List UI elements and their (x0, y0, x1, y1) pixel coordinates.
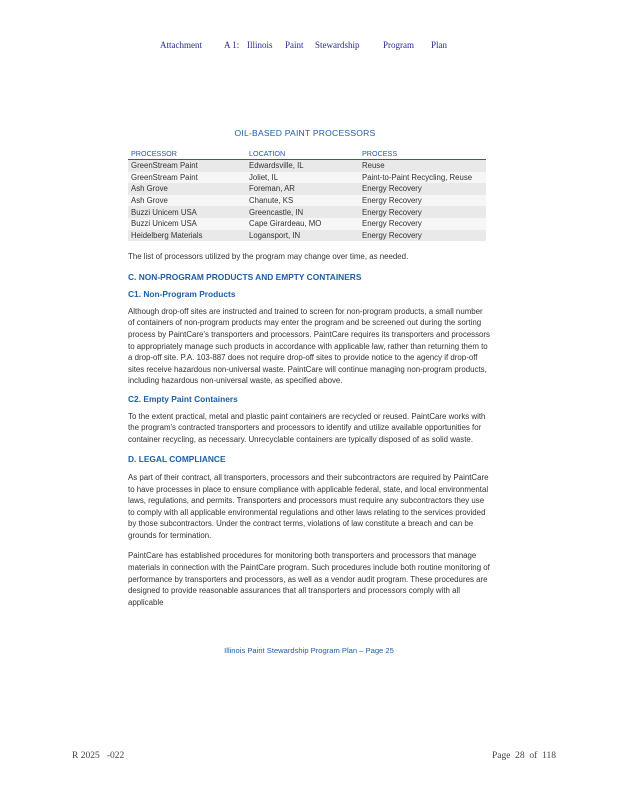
attachment-word: Program (383, 40, 414, 50)
document-body (128, 251, 490, 617)
attachment-number: A 1: (224, 40, 240, 50)
cell-process: Energy Recovery (359, 183, 486, 195)
section-c2-paragraph: To the extent practical, metal and plastic paint containers are recycled or reused. PaintCare works with the program's contracted transporters and processors to identify and utilize available opportunities for container recycling, as necessary. Unrecyclable containers are typically disposed of as solid waste. (128, 411, 486, 444)
cell-process: Energy Recovery (359, 195, 486, 207)
section-c2-heading: C2. Empty Paint Containers (128, 393, 238, 404)
cell-location: Logansport, IN (246, 230, 359, 242)
cell-processor: Buzzi Unicem USA (128, 206, 246, 218)
cell-location: Joliet, IL (246, 172, 359, 184)
attachment-word: Plan (431, 40, 448, 50)
table-note: The list of processors utilized by the program may change over time, as needed. (128, 252, 409, 261)
processors-table (128, 148, 486, 241)
table-title: OIL-BASED PAINT PROCESSORS (234, 128, 376, 138)
cell-process: Energy Recovery (359, 230, 486, 242)
column-header-location: LOCATION (246, 148, 359, 160)
cell-process: Reuse (359, 160, 486, 172)
attachment-word: Illinois (247, 40, 273, 50)
cell-location: Edwardsville, IL (246, 160, 359, 172)
table-row (128, 230, 486, 242)
table-row (128, 206, 486, 218)
table-row (128, 183, 486, 195)
page-number: Page 28 of 118 (491, 751, 556, 761)
cell-processor: Heidelberg Materials (128, 230, 246, 242)
page-footer: Illinois Paint Stewardship Program Plan – Page 25 (224, 646, 394, 655)
cell-location: Foreman, AR (246, 183, 359, 195)
cell-process: Energy Recovery (359, 206, 486, 218)
attachment-header (0, 40, 618, 54)
table-row (128, 218, 486, 230)
document-id: R 2025 -022 (72, 751, 125, 761)
column-header-processor: PROCESSOR (128, 148, 246, 160)
section-d-paragraph-2: PaintCare has established procedures for monitoring both transporters and processors that manage materials in connection with the PaintCare program. Such procedures include both routine monitoring of performance by transporters and processors, as well as a vendor audit program. These procedures are designed to provide reasonable assurances that all transporters and processors comply with all applicable (128, 551, 490, 607)
cell-processor: GreenStream Paint (128, 172, 246, 184)
attachment-word: Paint (285, 40, 304, 50)
section-c1-paragraph: Although drop-off sites are instructed and trained to screen for non-program products, a small number of containers of non-program products may enter the program and be screened out during the sorting process by PaintCare's transporters and processors. PaintCare requires its transporters and processors to appropriately manage such products in accordance with applicable law, rather than returning them to a drop-off site. P.A. 103-887 does not require drop-off sites to provide notice to the agency if drop-off sites receive hazardous non-universal waste. PaintCare will continue managing non-program products, including hazardous non-universal waste, as specified above. (128, 306, 491, 386)
cell-location: Cape Girardeau, MO (246, 218, 359, 230)
section-d-paragraph-1: As part of their contract, all transporters, processors and their subcontractors are required by PaintCare to have processes in place to ensure compliance with applicable federal, state, and local environmental laws, regulations, and permits. Transporters and processors must require any subcontractors they use to comply with all applicable environmental regulations and other laws relating to the services provided by those subcontractors. Under the contract terms, violations of law constitute a breach and can be grounds for termination. (128, 472, 489, 540)
cell-process: Paint-to-Paint Recycling, Reuse (359, 172, 486, 184)
attachment-word: Stewardship (315, 40, 360, 50)
attachment-word: Attachment (160, 40, 202, 50)
cell-processor: Ash Grove (128, 195, 246, 207)
table-header-row (128, 148, 486, 160)
table-row (128, 195, 486, 207)
cell-location: Greencastle, IN (246, 206, 359, 218)
table-row (128, 172, 486, 184)
cell-location: Chanute, KS (246, 195, 359, 207)
section-c1-heading: C1. Non-Program Products (128, 289, 236, 300)
section-d-heading: D. LEGAL COMPLIANCE (128, 454, 226, 465)
column-header-process: PROCESS (359, 148, 486, 160)
cell-processor: GreenStream Paint (128, 160, 246, 172)
table-row (128, 160, 486, 172)
cell-processor: Buzzi Unicem USA (128, 218, 246, 230)
cell-process: Energy Recovery (359, 218, 486, 230)
section-c-heading: C. NON-PROGRAM PRODUCTS AND EMPTY CONTAINERS (128, 271, 362, 282)
cell-processor: Ash Grove (128, 183, 246, 195)
